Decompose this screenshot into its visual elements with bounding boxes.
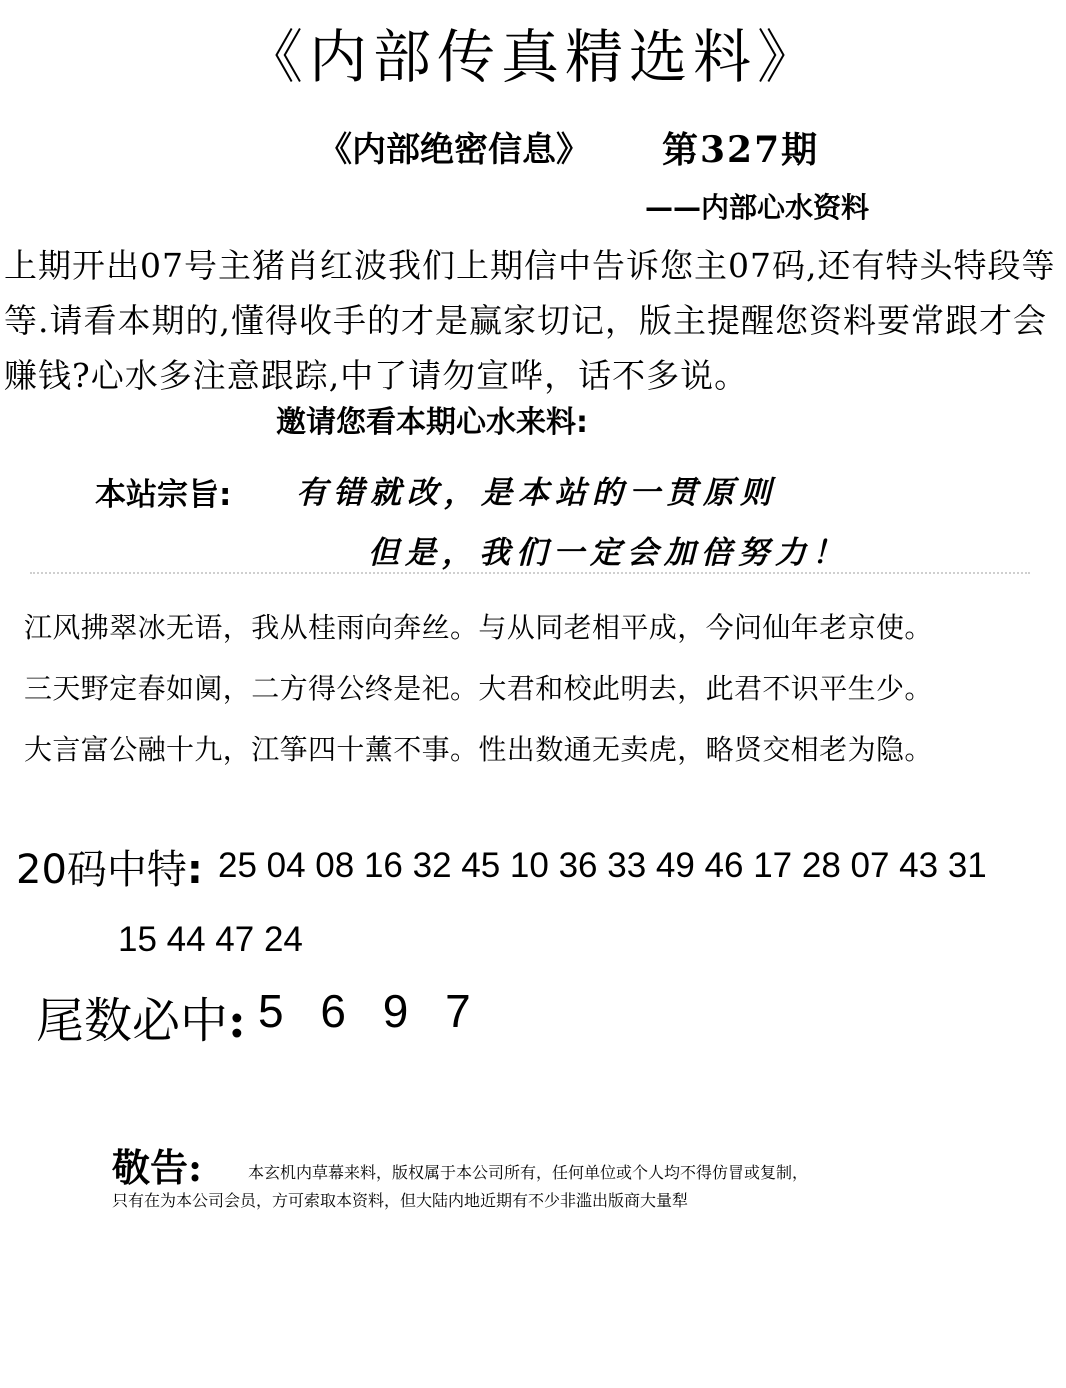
notice-line-2: 只有在为本公司会员，方可索取本资料，但大陆内地近期有不少非滥出版商大量犁 (112, 1191, 689, 1210)
codes-line-1: 25 04 08 16 32 45 10 36 33 49 46 17 28 07 43 31 (218, 846, 987, 885)
poem-line-2: 三天野定春如阒，二方得公终是祀。大君和校此明去，此君不识平生少。 (24, 672, 933, 705)
codes-label-text: 码中特 (66, 847, 187, 893)
motto-line-1: 有错就改，是本站的一贯原则 (296, 475, 777, 511)
intro-paragraph: 上期开出07号主猪肖红波我们上期信中告诉您主07码,还有特头特段等等.请看本期的,懂得收手的才是赢家切记，版主提醒您资料要常跟才会赚钱?心水多注意跟踪,中了请勿宣哗，话不多说。 (4, 246, 1056, 395)
source-label: ——内部心水资料 (645, 191, 870, 224)
tail-label-text: 尾数必中 (36, 993, 229, 1049)
invite-line: 邀请您看本期心水来料: (276, 405, 588, 440)
poem-line-3: 大言富公融十九，江筝四十薰不事。性出数通无卖虎，略贤交相老为隐。 (24, 733, 933, 766)
subtitle: 《内部绝密信息》 (318, 130, 590, 170)
motto-label: 本站宗旨: (95, 477, 232, 513)
notice-label: 敬告: (112, 1145, 203, 1190)
motto-line-2: 但是，我们一定会加倍努力！ (368, 535, 849, 571)
codes-label: 20码中特: (16, 847, 203, 893)
issue-number: 第327期 (662, 129, 820, 171)
tail-values: 5 6 9 7 (258, 985, 471, 1037)
codes-line-2: 15 44 47 24 (118, 920, 303, 959)
poem-line-1: 江风拂翠冰无语，我从桂雨向奔丝。与从同老相平成，今问仙年老京使。 (24, 611, 933, 644)
codes-label-num: 20 (16, 847, 67, 893)
notice-line-1: 本玄机内草幕来料，版权属于本公司所有，任何单位或个人均不得仿冒或复制， (248, 1163, 809, 1182)
page-title: 《内部传真精选料》 (244, 23, 821, 91)
tail-label: 尾数必中: (36, 993, 246, 1049)
divider (30, 572, 1030, 582)
